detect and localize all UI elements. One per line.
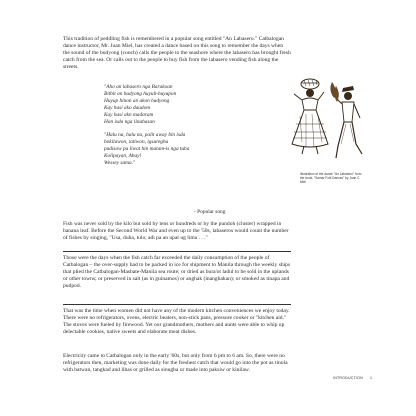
section-divider [63, 304, 291, 305]
poem-line: Bitbit an budyong huyub-huyupon [104, 91, 177, 98]
poem-line: Kay hasi ako daudom [104, 105, 151, 112]
poem-line: "Aho an labasero nga Barakoan [104, 84, 173, 90]
running-footer: INTRODUCTION [333, 376, 363, 380]
paragraph-those-days: Those were the days when the fish catch far exceeded the daily consumption of the people of Catbalogan – the over-supply had to be packed in ice for shipment to Manila through the weekly ships that plied the Catbalogan-Masbate-Manila sea route; or dried as bura'ot ladul to be sold in the uplands or other towns; or preserved in salt (as in guinamos) or anghak (inanghakan); or smoked as tinapa and pudpod. [63, 255, 291, 290]
poem-line: Kolipayan, Ahay! [104, 153, 142, 160]
poem-line: Kay hasi akn madaram [104, 112, 154, 119]
poem-line: Han isda nga linabasan [104, 119, 155, 126]
paragraph-fish: Fish was never sold by the kilo but sold by tens or hundreds or by the pundoh (cluster) wrapped in banana leaf. Before the Second World War and even up to the '50s, labaseros would count the number of fishes by singing, "Usa, duha, tulo, adi pa an upat ug lima . . ." [63, 221, 289, 242]
poem-line: "Halu na, halu na, palit away bin isda [104, 132, 186, 138]
poem-line: Huyup hinon an akon budyong [104, 98, 170, 105]
section-divider [63, 251, 291, 252]
paragraph-that-time: That was the time when women did not have any of the modern kitchen conveniences we enjoy today. There were no refrigerators, ovens, electric beaters, non-stick pans, pressure cooker or "kitchen aid." The stoves were fueled by firewood. Yet our grandmothers, mothers and aunts were able to whip up delectable cookies, native sweets and elaborate meat dishes. [63, 308, 290, 336]
poem-line: padisow pa liwat hin matam-is nga tuba [104, 146, 190, 153]
poem-line: Wessey sama." [104, 160, 136, 167]
illustration-caption: Illustration of the dance "An Labasero" from the book, "Samar Folk Dances" by Juan C. Miel [300, 172, 362, 185]
poem-stanza-2 [104, 132, 274, 167]
poem-line: bokilawon, tatiwon, igsuregha [104, 139, 169, 146]
dancers-illustration [288, 74, 368, 174]
page-number: 1 [370, 376, 372, 380]
poem-stanza-1 [104, 84, 274, 127]
poem-attribution: - Popular song [194, 209, 226, 215]
paragraph-electricity: Electricity came to Catbalogan only in the early '60s, but only from 6 pm to 6 am. So, there were no refrigerators then, marketing was done daily for the freshest catch that would go into the pot as tinola with batwan, tangkad and libas or grilled as sinugba or made into paksiw or kinilaw. [63, 353, 288, 374]
intro-paragraph: This tradition of peddling fish is remembered in a popular song entitled "An Labasero." Catbalogan dance instructor, Mr. Juan Miel, has created a dance based on this song to remember the days when the sound of the budyong (conch) calls the people to the seashore where the labasero has brought fresh catch from the sea. Or calls out to the people to buy fish from the labasero vending fish along the streets. [63, 36, 291, 71]
